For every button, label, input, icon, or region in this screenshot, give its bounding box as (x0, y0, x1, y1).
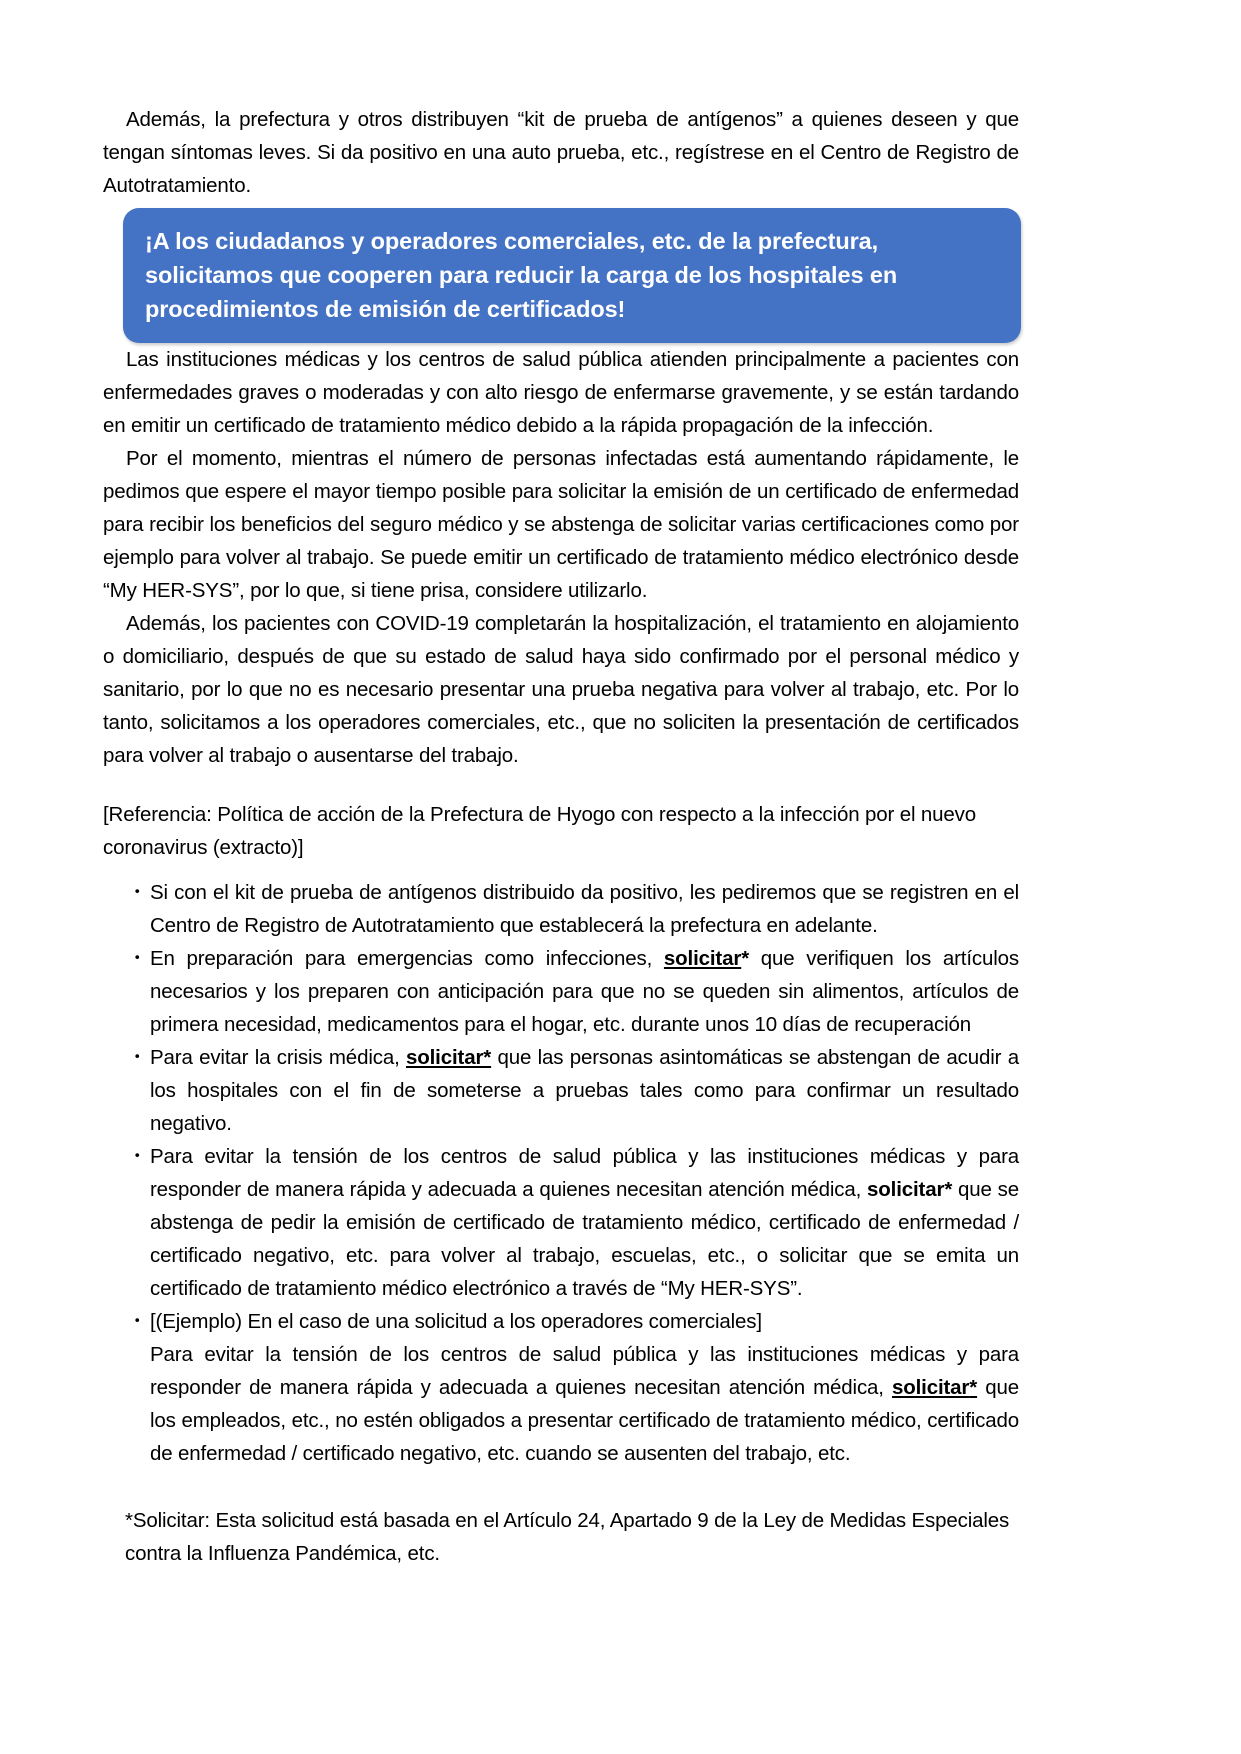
bullet-marker-icon: ・ (127, 1310, 148, 1333)
intro-paragraph: Además, la prefectura y otros distribuyen “kit de prueba de antígenos” a quienes deseen y que tengan síntomas leves. Si da positivo en una auto prueba, etc., regístrese en el Centro de Registro de Autotratamiento. (103, 108, 1019, 197)
bullet-text-pre: Para evitar la tensión de los centros de salud pública y las instituciones médicas y para responder de manera rápida y adecuada a quienes necesitan atención médica, (150, 1145, 1019, 1201)
footnote-text: *Solicitar: Esta solicitud está basada en el Artículo 24, Apartado 9 de la Ley de Medidas Especiales contra la Influenza Pandémica, etc. (125, 1509, 1010, 1565)
callout-banner (123, 208, 1021, 343)
bullet-text-post: que las personas asintomáticas se abstengan de acudir a los hospitales con el fin de someterse a pruebas tales como para confirmar un resultado negativo. (150, 1046, 1019, 1135)
bullet-text-pre: En preparación para emergencias como infecciones, (150, 947, 664, 970)
document-content (103, 103, 1019, 1570)
bullet-marker-icon: ・ (127, 1145, 148, 1168)
policy-bullet-list (103, 876, 1019, 1470)
bullet-marker-icon: ・ (127, 881, 148, 904)
section-spacer (103, 772, 1019, 798)
bullet-marker-icon: ・ (127, 947, 148, 970)
bullet-marker-icon: ・ (127, 1046, 148, 1069)
body-paragraph-3: Además, los pacientes con COVID-19 completarán la hospitalización, el tratamiento en alojamiento o domiciliario, después de que su estado de salud haya sido confirmado por el personal médico y sanitario, por lo que no es necesario presentar una prueba negativa para volver al trabajo, etc. Por lo tanto, solicitamos a los operadores comerciales, etc., que no soliciten la presentación de certificados para volver al trabajo o ausentarse del trabajo. (103, 612, 1019, 767)
list-item (125, 1140, 1019, 1305)
list-item (125, 1041, 1019, 1140)
emphasis-asterisk: * (741, 947, 750, 970)
bullet-text-pre: Para evitar la crisis médica, (150, 1046, 406, 1069)
reference-heading: [Referencia: Política de acción de la Prefectura de Hyogo con respecto a la infección por el nuevo coronavirus (extracto)] (103, 803, 977, 859)
emphasis-solicitar: solicitar (891, 1376, 970, 1399)
banner-line-2: solicitamos que cooperen para reducir la carga de los hospitales en (145, 262, 898, 288)
emphasis-solicitar: solicitar* (406, 1046, 492, 1069)
bullet-text-post: que se abstenga de pedir la emisión de certificado de tratamiento médico, certificado de enfermedad / certificado negativo, etc. para volver al trabajo, escuelas, etc., o solicitar que se emita un certificado de tratamiento médico electrónico a través de “My HER-SYS”. (150, 1178, 1019, 1300)
bullet-subparagraph (150, 1338, 1019, 1470)
bullet-text-pre: [(Ejemplo) En el caso de una solicitud a los operadores comerciales] (150, 1310, 762, 1333)
banner-line-1: ¡A los ciudadanos y operadores comerciales, etc. de la prefectura, (145, 228, 879, 254)
list-item (125, 942, 1019, 1041)
footnote-spacer (103, 1470, 1019, 1504)
list-spacer (103, 864, 1019, 876)
bullet-sub-text-post: que los empleados, etc., no estén obligados a presentar certificado de tratamiento médico, certificado de enfermedad / certificado negativo, etc. cuando se ausenten del trabajo, etc. (150, 1376, 1019, 1465)
emphasis-asterisk: * (944, 1178, 953, 1201)
banner-line-3: procedimientos de emisión de certificados! (145, 296, 626, 322)
bullet-text-post: que verifiquen los artículos necesarios y los preparen con anticipación para que no se queden sin alimentos, artículos de primera necesidad, medicamentos para el hogar, etc. durante unos 10 días de recuperación (150, 947, 1019, 1036)
bullet-text-pre: Si con el kit de prueba de antígenos distribuido da positivo, les pediremos que se registren en el Centro de Registro de Autotratamiento que establecerá la prefectura en adelante. (150, 881, 1019, 937)
body-paragraph-1: Las instituciones médicas y los centros de salud pública atienden principalmente a pacientes con enfermedades graves o moderadas y con alto riesgo de enfermarse gravemente, y se están tardando en emitir un certificado de tratamiento médico debido a la rápida propagación de la infección. (103, 348, 1019, 437)
emphasis-solicitar: solicitar (663, 947, 742, 970)
bullet-sub-text-pre: Para evitar la tensión de los centros de salud pública y las instituciones médicas y para responder de manera rápida y adecuada a quienes necesitan atención médica, (150, 1343, 1019, 1399)
emphasis-asterisk: * (969, 1376, 978, 1399)
list-item (125, 1305, 1019, 1470)
list-item (125, 876, 1019, 942)
emphasis-solicitar: solicitar (867, 1178, 945, 1201)
body-paragraph-2: Por el momento, mientras el número de personas infectadas está aumentando rápidamente, le pedimos que espere el mayor tiempo posible para solicitar la emisión de un certificado de enfermedad para recibir los beneficios del seguro médico y se abstenga de solicitar varias certificaciones como por ejemplo para volver al trabajo. Se puede emitir un certificado de tratamiento médico electrónico desde “My HER-SYS”, por lo que, si tiene prisa, considere utilizarlo. (103, 447, 1019, 602)
